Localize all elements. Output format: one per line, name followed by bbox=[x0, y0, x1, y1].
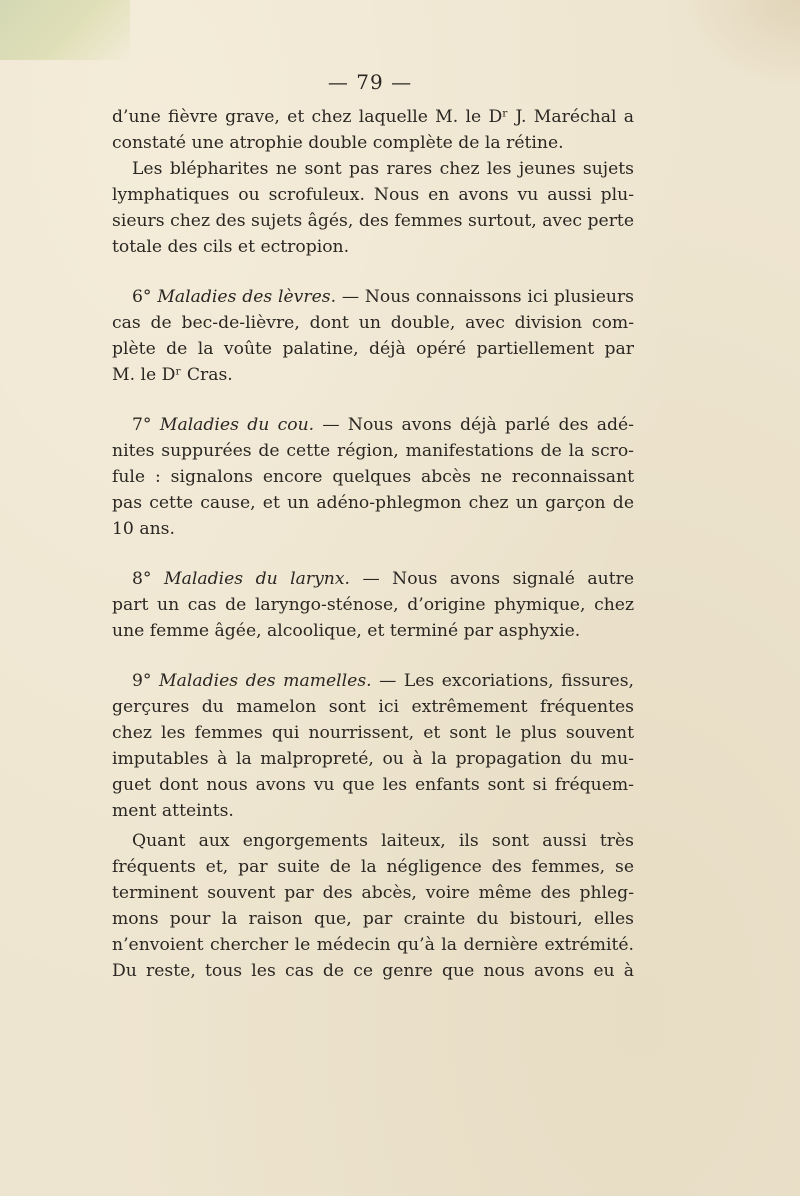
line-text: — Nous avons déjà parlé des adé- bbox=[314, 415, 634, 435]
line-text: ment atteints. bbox=[112, 801, 234, 821]
line-text: totale des cils et ectropion. bbox=[112, 237, 350, 257]
section-number: 9° bbox=[132, 671, 160, 691]
paragraph-gap bbox=[112, 260, 634, 284]
line-text: fule : signalons encore quelques abcès ne reconnaissant bbox=[112, 467, 634, 487]
line-text: n’envoient chercher le médecin qu’à la dernière extrémité. bbox=[112, 935, 634, 955]
text-line bbox=[112, 746, 634, 772]
line-text: nites suppurées de cette région, manifestations de la scro- bbox=[112, 441, 634, 461]
line-text: chez les femmes qui nourrissent, et sont le plus souvent bbox=[112, 723, 634, 743]
line-text: Les blépharites ne sont pas rares chez les jeunes sujets bbox=[132, 159, 634, 179]
line-text: plète de la voûte palatine, déjà opéré partiellement par bbox=[112, 339, 634, 359]
line-text: gerçures du mamelon sont ici extrêmement fréquentes bbox=[112, 697, 634, 717]
text-line bbox=[112, 412, 634, 438]
line-text: cas de bec-de-lièvre, dont un double, avec division com- bbox=[112, 313, 634, 333]
line-text: une femme âgée, alcoolique, et terminé par asphyxie. bbox=[112, 621, 581, 641]
text-line bbox=[112, 362, 634, 388]
text-line bbox=[112, 906, 634, 932]
line-text: pas cette cause, et un adéno-phlegmon chez un garçon de bbox=[112, 493, 634, 513]
line-text: constaté une atrophie double complète de la rétine. bbox=[112, 133, 564, 153]
text-line bbox=[112, 438, 634, 464]
text-line bbox=[112, 310, 634, 336]
text-line bbox=[112, 694, 634, 720]
line-text: lymphatiques ou scrofuleux. Nous en avons vu aussi plu- bbox=[112, 185, 634, 205]
line-text: imputables à la malpropreté, ou à la propagation du mu- bbox=[112, 749, 634, 769]
text-line bbox=[112, 130, 634, 156]
text-line bbox=[112, 932, 634, 958]
line-text: terminent souvent par des abcès, voire même des phleg- bbox=[112, 883, 634, 903]
section-number: 7° bbox=[132, 415, 160, 435]
text-line bbox=[112, 284, 634, 310]
text-line bbox=[112, 592, 634, 618]
line-text: d’une fièvre grave, et chez laquelle M. le Dʳ J. Maréchal a bbox=[112, 107, 634, 127]
text-line bbox=[112, 720, 634, 746]
text-line bbox=[112, 208, 634, 234]
line-text: guet dont nous avons vu que les enfants sont si fréquem- bbox=[112, 775, 634, 795]
paragraph-gap bbox=[112, 388, 634, 412]
line-text: Du reste, tous les cas de ce genre que nous avons eu à bbox=[112, 961, 634, 981]
text-line bbox=[112, 182, 634, 208]
section-number: 8° bbox=[132, 569, 165, 589]
section-title: Maladies des lèvres. bbox=[157, 287, 337, 307]
tape-stain bbox=[0, 0, 130, 60]
section-title: Maladies des mamelles. bbox=[159, 671, 372, 691]
text-line bbox=[112, 958, 634, 984]
line-text: M. le Dʳ Cras. bbox=[112, 365, 233, 385]
text-line bbox=[112, 104, 634, 130]
text-line bbox=[112, 880, 634, 906]
text-line bbox=[112, 516, 634, 542]
line-text: — Les excoriations, fissures, bbox=[371, 671, 634, 691]
text-line bbox=[112, 566, 634, 592]
text-line bbox=[112, 772, 634, 798]
line-text: — Nous connaissons ici plusieurs bbox=[336, 287, 634, 307]
body-text bbox=[112, 104, 634, 984]
text-line bbox=[112, 156, 634, 182]
line-text: Quant aux engorgements laiteux, ils sont aussi très bbox=[132, 831, 634, 851]
line-text: sieurs chez des sujets âgés, des femmes surtout, avec perte bbox=[112, 211, 634, 231]
page-number: — 79 — bbox=[327, 70, 413, 94]
paragraph-gap bbox=[112, 542, 634, 566]
text-line bbox=[112, 234, 634, 260]
section-title: Maladies du larynx. bbox=[164, 569, 351, 589]
text-line bbox=[112, 618, 634, 644]
paragraph-gap bbox=[112, 644, 634, 668]
line-text: 10 ans. bbox=[112, 519, 175, 539]
text-line bbox=[112, 828, 634, 854]
line-text: — Nous avons signalé autre bbox=[350, 569, 634, 589]
line-text: fréquents et, par suite de la négligence des femmes, se bbox=[112, 857, 634, 877]
line-text: part un cas de laryngo-sténose, d’origine phymique, chez bbox=[112, 595, 634, 615]
line-text: mons pour la raison que, par crainte du bistouri, elles bbox=[112, 909, 634, 929]
text-line bbox=[112, 668, 634, 694]
section-number: 6° bbox=[132, 287, 158, 307]
section-title: Maladies du cou. bbox=[159, 415, 315, 435]
text-line bbox=[112, 464, 634, 490]
text-line bbox=[112, 798, 634, 824]
text-line bbox=[112, 490, 634, 516]
text-line bbox=[112, 336, 634, 362]
text-line bbox=[112, 854, 634, 880]
